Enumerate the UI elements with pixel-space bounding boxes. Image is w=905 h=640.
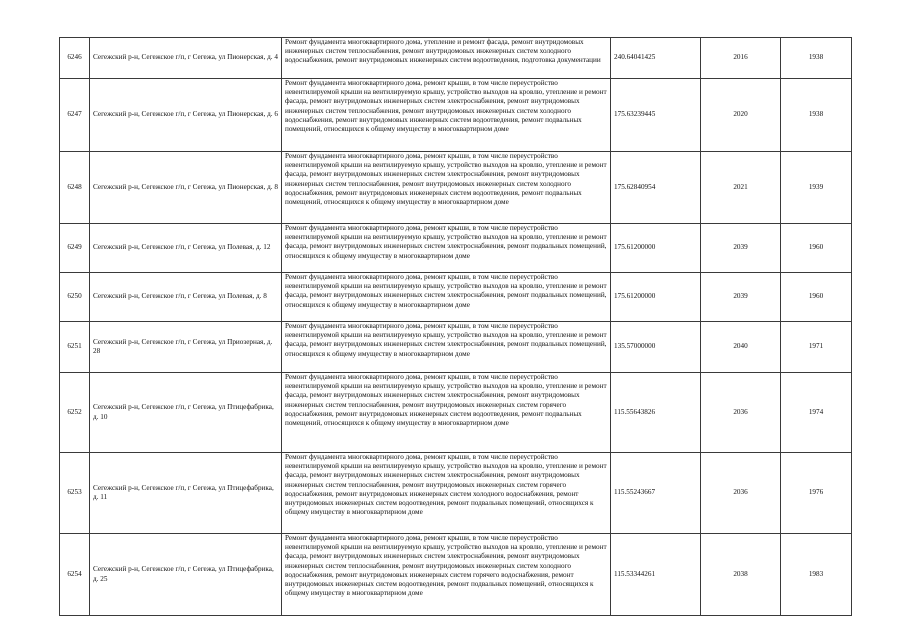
table-row [60, 38, 852, 79]
address-cell: Сегежский р-н, Сегежское г/п, г Сегежа, ул Полевая, д. 12 [90, 224, 282, 273]
row-number: 6254 [60, 534, 90, 616]
address-cell: Сегежский р-н, Сегежское г/п, г Сегежа, ул Пионерская, д. 4 [90, 38, 282, 79]
planned-year-cell: 2039 [701, 273, 781, 322]
works-cell: Ремонт фундамента многоквартирного дома, ремонт крыши, в том числе переустройство невентилируемой крыши на вентилируемую крышу, устройство выходов на кровлю, утепление и ремонт фасада, ремонт внутридомовых инженерных систем электроснабжения, ремонт внутридомовых инженерных систем теплоснабжения, ремонт внутридомовых инженерных систем горячего водоснабжения, ремонт внутридомовых инженерных систем холодного водоснабжения, ремонт внутридомовых инженерных систем водоотведения, ремонт подвальных помещений, относящихся к общему имуществу в многоквартирном доме [282, 453, 611, 534]
area-cell: 175.61200000 [611, 273, 701, 322]
planned-year-cell: 2021 [701, 152, 781, 224]
planned-year-cell: 2016 [701, 38, 781, 79]
row-number: 6250 [60, 273, 90, 322]
row-number: 6252 [60, 373, 90, 453]
area-cell: 115.53344261 [611, 534, 701, 616]
row-number: 6249 [60, 224, 90, 273]
row-number: 6246 [60, 38, 90, 79]
table-row [60, 273, 852, 322]
address-cell: Сегежский р-н, Сегежское г/п, г Сегежа, ул Полевая, д. 8 [90, 273, 282, 322]
planned-year-cell: 2038 [701, 534, 781, 616]
table-row [60, 152, 852, 224]
table-row [60, 322, 852, 373]
address-cell: Сегежский р-н, Сегежское г/п, г Сегежа, ул Приозерная, д. 28 [90, 322, 282, 373]
table-row [60, 534, 852, 616]
housing-repair-table [59, 37, 852, 616]
works-cell: Ремонт фундамента многоквартирного дома, ремонт крыши, в том числе переустройство невентилируемой крыши на вентилируемую крышу, устройство выходов на кровлю, утепление и ремонт фасада, ремонт внутридомовых инженерных систем электроснабжения, ремонт внутридомовых инженерных систем теплоснабжения, ремонт внутридомовых инженерных систем горячего водоснабжения, ремонт внутридомовых инженерных систем водоотведения, ремонт подвальных помещений, относящихся к общему имуществу в многоквартирном доме [282, 373, 611, 453]
row-number: 6253 [60, 453, 90, 534]
table-row [60, 79, 852, 152]
row-number: 6251 [60, 322, 90, 373]
address-cell: Сегежский р-н, Сегежское г/п, г Сегежа, ул Птицефабрика, д. 11 [90, 453, 282, 534]
built-year-cell: 1939 [781, 152, 852, 224]
area-cell: 175.61200000 [611, 224, 701, 273]
works-cell: Ремонт фундамента многоквартирного дома, ремонт крыши, в том числе переустройство невентилируемой крыши на вентилируемую крышу, устройство выходов на кровлю, утепление и ремонт фасада, ремонт внутридомовых инженерных систем электроснабжения, ремонт подвальных помещений, относящихся к общему имуществу в многоквартирном доме [282, 273, 611, 322]
address-cell: Сегежский р-н, Сегежское г/п, г Сегежа, ул Пионерская, д. 8 [90, 152, 282, 224]
works-cell: Ремонт фундамента многоквартирного дома, ремонт крыши, в том числе переустройство невентилируемой крыши на вентилируемую крышу, устройство выходов на кровлю, утепление и ремонт фасада, ремонт внутридомовых инженерных систем электроснабжения, ремонт подвальных помещений, относящихся к общему имуществу в многоквартирном доме [282, 322, 611, 373]
built-year-cell: 1960 [781, 224, 852, 273]
built-year-cell: 1974 [781, 373, 852, 453]
table-row [60, 453, 852, 534]
works-cell: Ремонт фундамента многоквартирного дома, утепление и ремонт фасада, ремонт внутридомовых инженерных систем теплоснабжения, ремонт внутридомовых инженерных систем холодного водоснабжения, ремонт внутридомовых инженерных систем водоотведения, подготовка документации [282, 38, 611, 79]
table-row [60, 373, 852, 453]
built-year-cell: 1938 [781, 79, 852, 152]
built-year-cell: 1971 [781, 322, 852, 373]
area-cell: 175.62840954 [611, 152, 701, 224]
works-cell: Ремонт фундамента многоквартирного дома, ремонт крыши, в том числе переустройство невентилируемой крыши на вентилируемую крышу, устройство выходов на кровлю, утепление и ремонт фасада, ремонт внутридомовых инженерных систем электроснабжения, ремонт внутридомовых инженерных систем теплоснабжения, ремонт внутридомовых инженерных систем холодного водоснабжения, ремонт внутридомовых инженерных систем водоотведения, ремонт подвальных помещений, относящихся к общему имуществу в многоквартирном доме [282, 79, 611, 152]
planned-year-cell: 2036 [701, 453, 781, 534]
row-number: 6247 [60, 79, 90, 152]
works-cell: Ремонт фундамента многоквартирного дома, ремонт крыши, в том числе переустройство невентилируемой крыши на вентилируемую крышу, устройство выходов на кровлю, утепление и ремонт фасада, ремонт внутридомовых инженерных систем электроснабжения, ремонт подвальных помещений, относящихся к общему имуществу в многоквартирном доме [282, 224, 611, 273]
area-cell: 115.55243667 [611, 453, 701, 534]
area-cell: 240.64041425 [611, 38, 701, 79]
built-year-cell: 1960 [781, 273, 852, 322]
address-cell: Сегежский р-н, Сегежское г/п, г Сегежа, ул Пионерская, д. 6 [90, 79, 282, 152]
planned-year-cell: 2036 [701, 373, 781, 453]
table-row [60, 224, 852, 273]
address-cell: Сегежский р-н, Сегежское г/п, г Сегежа, ул Птицефабрика, д. 25 [90, 534, 282, 616]
area-cell: 115.55643826 [611, 373, 701, 453]
area-cell: 135.57000000 [611, 322, 701, 373]
works-cell: Ремонт фундамента многоквартирного дома, ремонт крыши, в том числе переустройство невентилируемой крыши на вентилируемую крышу, устройство выходов на кровлю, утепление и ремонт фасада, ремонт внутридомовых инженерных систем электроснабжения, ремонт внутридомовых инженерных систем теплоснабжения, ремонт внутридомовых инженерных систем холодного водоснабжения, ремонт внутридомовых инженерных систем горячего водоснабжения, ремонт внутридомовых инженерных систем водоотведения, ремонт подвальных помещений, относящихся к общему имуществу в многоквартирном доме [282, 534, 611, 616]
built-year-cell: 1976 [781, 453, 852, 534]
built-year-cell: 1983 [781, 534, 852, 616]
built-year-cell: 1938 [781, 38, 852, 79]
planned-year-cell: 2020 [701, 79, 781, 152]
row-number: 6248 [60, 152, 90, 224]
address-cell: Сегежский р-н, Сегежское г/п, г Сегежа, ул Птицефабрика, д. 10 [90, 373, 282, 453]
area-cell: 175.63239445 [611, 79, 701, 152]
planned-year-cell: 2039 [701, 224, 781, 273]
works-cell: Ремонт фундамента многоквартирного дома, ремонт крыши, в том числе переустройство невентилируемой крыши на вентилируемую крышу, устройство выходов на кровлю, утепление и ремонт фасада, ремонт внутридомовых инженерных систем электроснабжения, ремонт внутридомовых инженерных систем теплоснабжения, ремонт внутридомовых инженерных систем холодного водоснабжения, ремонт внутридомовых инженерных систем водоотведения, ремонт подвальных помещений, относящихся к общему имуществу в многоквартирном доме [282, 152, 611, 224]
planned-year-cell: 2040 [701, 322, 781, 373]
